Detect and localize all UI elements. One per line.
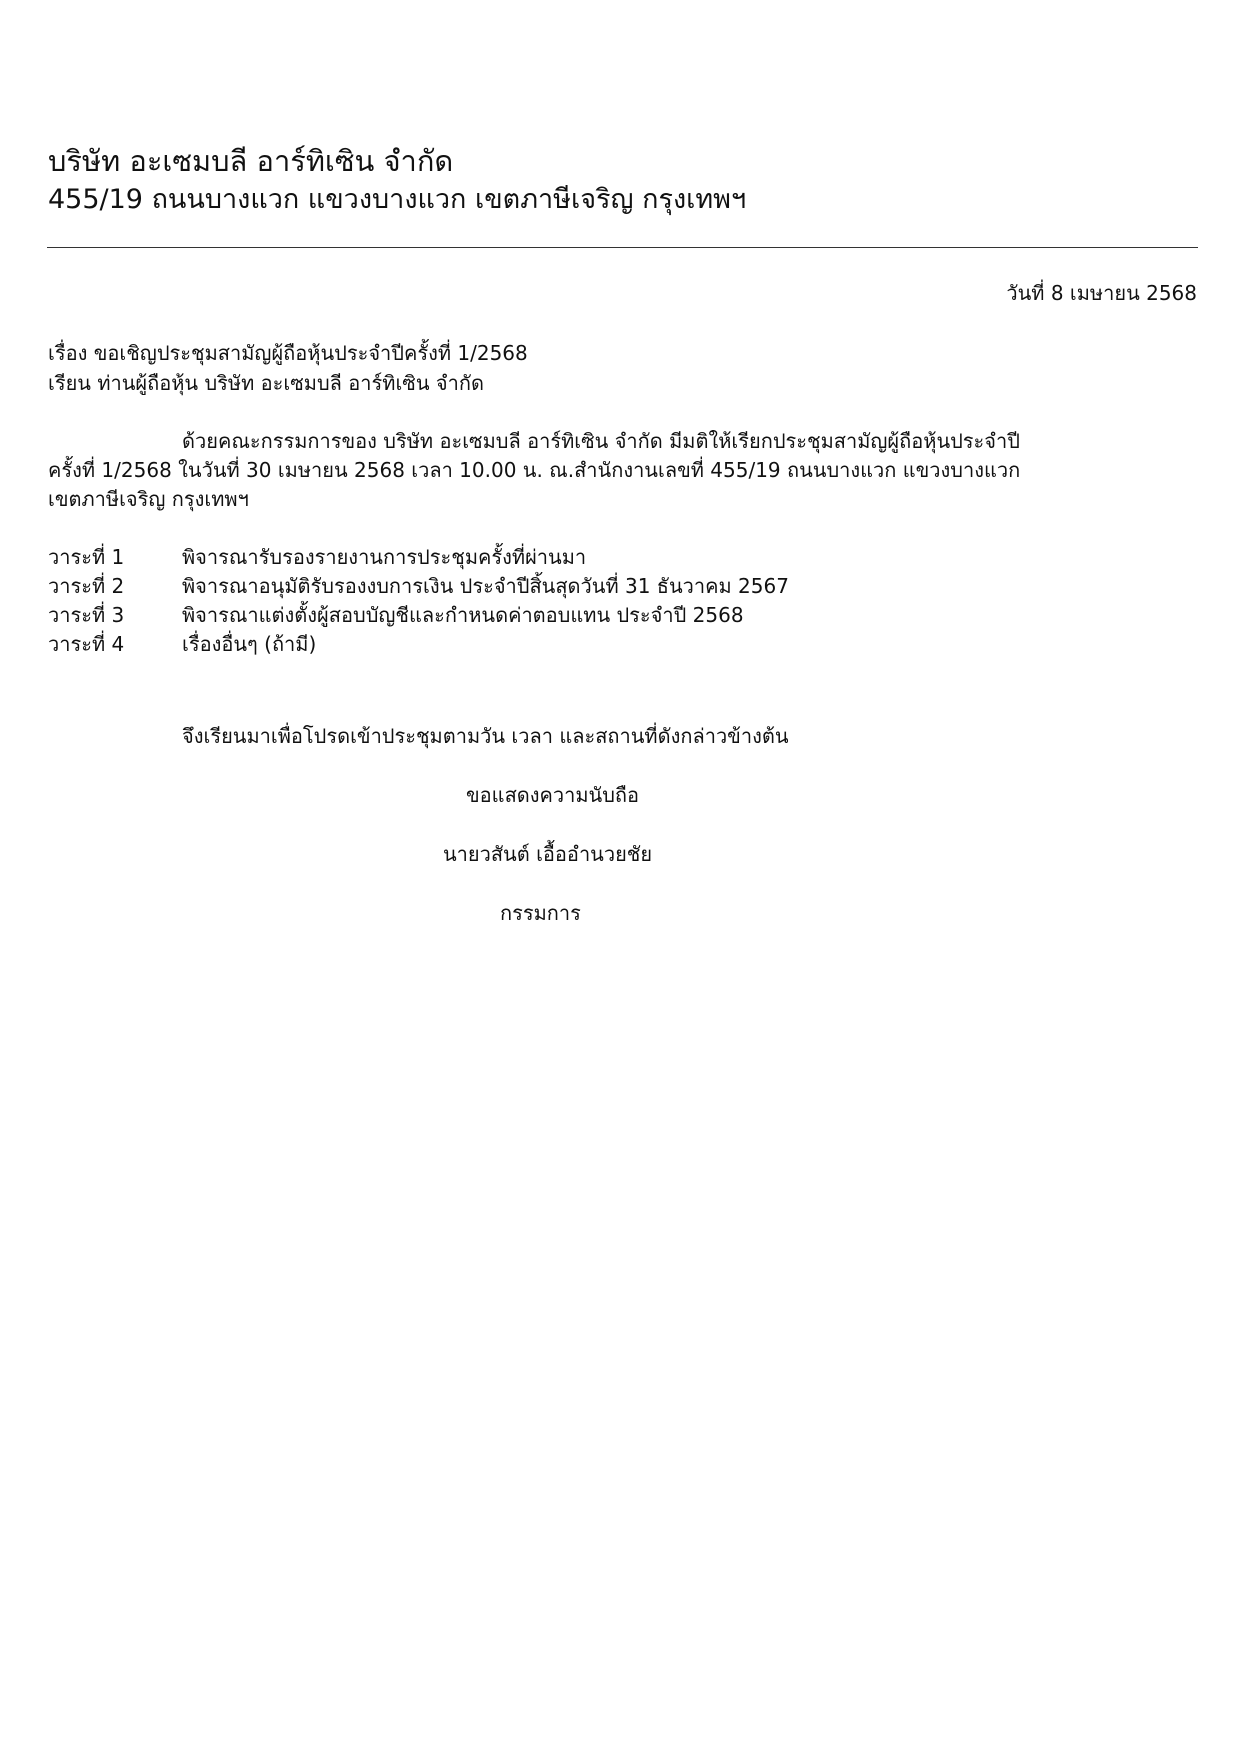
- letter-date: วันที่ 8 เมษายน 2568: [1006, 281, 1197, 305]
- letter-salutation: เรียน ท่านผู้ถือหุ้น บริษัท อะเซมบลี อาร์ทิเซิน จำกัด: [48, 371, 484, 395]
- closing-statement: จึงเรียนมาเพื่อโปรดเข้าประชุมตามวัน เวลา และสถานที่ดังกล่าวข้างต้น: [182, 724, 789, 748]
- agenda-text: เรื่องอื่นๆ (ถ้ามี): [182, 632, 317, 656]
- agenda-text: พิจารณาแต่งตั้งผู้สอบบัญชีและกำหนดค่าตอบแทน ประจำปี 2568: [182, 603, 744, 627]
- agenda-number: วาระที่ 2: [48, 574, 125, 598]
- agenda-item: [48, 601, 744, 629]
- company-address: 455/19 ถนนบางแวก แขวงบางแวก เขตภาษีเจริญ กรุงเทพฯ: [48, 184, 747, 215]
- company-name: บริษัท อะเซมบลี อาร์ทิเซิน จำกัด: [48, 144, 454, 178]
- agenda-item: [48, 543, 586, 571]
- body-line: ครั้งที่ 1/2568 ในวันที่ 30 เมษายน 2568 เวลา 10.00 น. ณ.สำนักงานเลขที่ 455/19 ถนนบางแวก แขวงบางแวก: [48, 458, 1021, 482]
- agenda-number: วาระที่ 3: [48, 603, 125, 627]
- agenda-text: พิจารณาอนุมัติรับรองงบการเงิน ประจำปีสิ้นสุดวันที่ 31 ธันวาคม 2567: [182, 574, 789, 598]
- agenda-number: วาระที่ 4: [48, 632, 125, 656]
- agenda-number: วาระที่ 1: [48, 545, 125, 569]
- letter-subject: เรื่อง ขอเชิญประชุมสามัญผู้ถือหุ้นประจำปีครั้งที่ 1/2568: [48, 341, 528, 365]
- agenda-text: พิจารณารับรองรายงานการประชุมครั้งที่ผ่านมา: [182, 545, 587, 569]
- body-line: ด้วยคณะกรรมการของ บริษัท อะเซมบลี อาร์ทิเซิน จำกัด มีมติให้เรียกประชุมสามัญผู้ถือหุ้นประจำปี: [182, 429, 1020, 453]
- regards-line: ขอแสดงความนับถือ: [466, 783, 640, 807]
- agenda-item: [48, 630, 316, 658]
- signer-position: กรรมการ: [500, 901, 581, 925]
- header-divider: [47, 247, 1198, 248]
- agenda-item: [48, 572, 789, 600]
- body-line: เขตภาษีเจริญ กรุงเทพฯ: [48, 487, 249, 511]
- signer-name: นายวสันต์ เอื้ออำนวยชัย: [443, 842, 653, 866]
